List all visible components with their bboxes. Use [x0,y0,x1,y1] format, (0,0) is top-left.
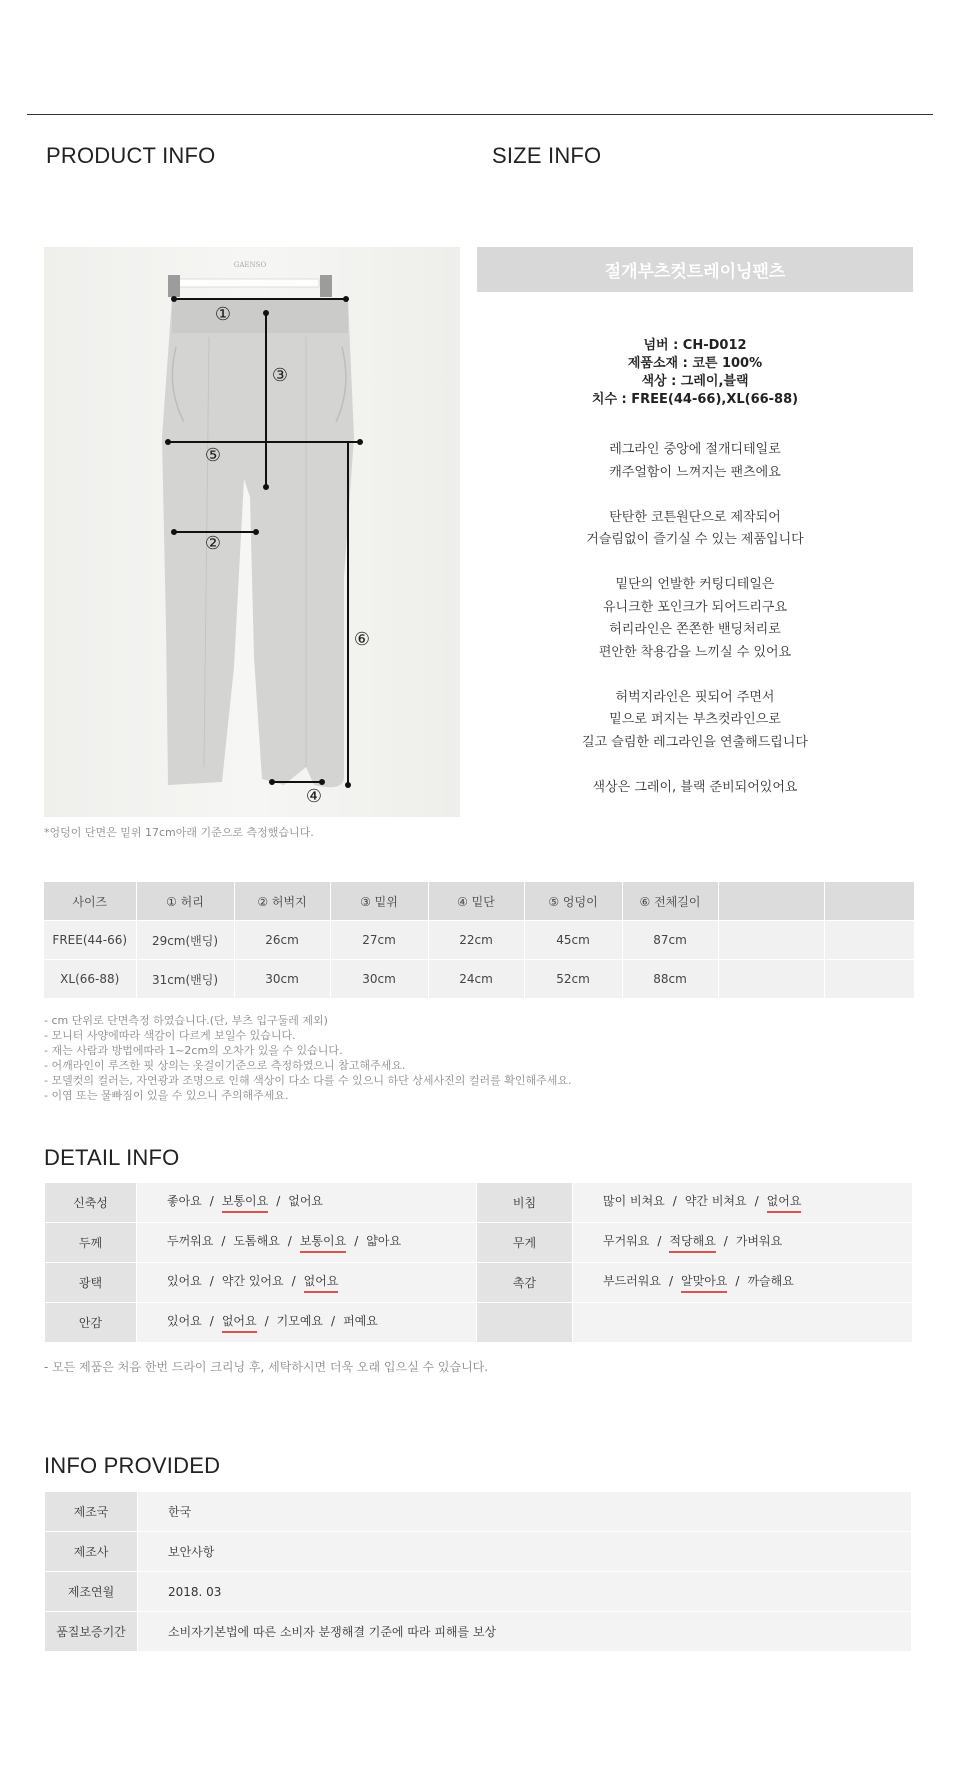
info-label: 제조사 [45,1532,138,1572]
description-line: 탄탄한 코튼원단으로 제작되어 [609,509,781,525]
info-row [45,1612,912,1652]
size-table-cell: 30cm [234,960,330,999]
option-separator: / [331,1314,336,1328]
product-info-heading: PRODUCT INFO [46,143,216,168]
size-table-cell: 24cm [428,960,524,999]
detail-info-table [44,1182,913,1343]
option-separator: / [287,1234,292,1248]
detail-option: 도톰해요 [233,1234,280,1248]
marker-6: ⑥ [353,629,371,650]
size-table-cell: 45cm [524,921,622,960]
product-specs [477,337,913,409]
detail-label: 안감 [45,1303,137,1343]
detail-label: 무게 [477,1223,573,1263]
option-separator: / [754,1194,759,1208]
info-provided-table [44,1491,912,1652]
size-note-line: - 이염 또는 물빠짐이 있을 수 있으니 주의해주세요. [44,1089,289,1102]
detail-option-selected: 보통이요 [300,1232,346,1253]
description-line: 거슬림없이 즐기실 수 있는 제품입니다 [586,532,804,547]
description-line: 허리라인은 쫀쫀한 밴딩처리로 [609,622,781,637]
size-table-cell: ② 허벅지 [234,882,330,921]
size-table-cell [718,960,824,999]
marker-4: ④ [305,786,323,807]
info-row [45,1532,912,1572]
option-separator: / [291,1274,296,1288]
detail-option: 있어요 [167,1314,202,1328]
product-photo [44,247,460,817]
detail-options [137,1263,477,1303]
detail-option: 약간 비쳐요 [684,1194,747,1208]
detail-option: 두꺼워요 [167,1234,214,1248]
detail-option: 얇아요 [366,1234,402,1248]
size-notes [44,1013,571,1103]
size-note-line: - 어깨라인이 루즈한 핏 상의는 옷걸이기준으로 측정하였으니 참고해주세요. [44,1059,406,1072]
info-row [45,1572,912,1612]
marker-5: ⑤ [204,445,222,466]
size-table-row [44,960,914,999]
detail-options [137,1183,477,1223]
size-table [44,882,915,999]
detail-option: 까슬해요 [747,1274,794,1288]
detail-option: 좋아요 [167,1194,202,1208]
detail-option: 기모예요 [276,1314,324,1328]
size-table-cell: 52cm [524,960,622,999]
info-label: 제조연월 [45,1572,138,1612]
size-table-cell [824,921,914,960]
spec-material: 제품소재 : 코튼 100% [627,356,763,371]
size-table-cell: 30cm [330,960,428,999]
detail-label [477,1303,573,1343]
option-separator: / [657,1234,662,1248]
detail-label: 두께 [45,1223,137,1263]
detail-options [573,1263,913,1303]
size-note-line: - 재는 사람과 방법에따라 1~2cm의 오차가 있을 수 있습니다. [44,1044,343,1057]
description-line: 밑단의 언발한 커팅디테일은 [615,577,775,592]
detail-option-selected: 없어요 [767,1192,802,1213]
description-paragraph [477,687,913,755]
description-paragraph [477,777,913,800]
product-description [477,439,913,822]
pants-illustration [162,299,354,787]
description-line: 허벅지라인은 핏되어 주면서 [615,689,775,705]
size-table-cell: 사이즈 [44,882,136,921]
detail-row [45,1183,913,1223]
size-table-cell: XL(66-88) [44,960,136,999]
size-table-cell: 31cm(밴딩) [136,960,234,999]
detail-option-selected: 알맞아요 [681,1272,727,1293]
description-line: 레그라인 중앙에 절개디테일로 [609,442,781,457]
description-line: 캐주얼함이 느껴지는 팬츠에요 [609,464,781,480]
size-table-cell: 22cm [428,921,524,960]
size-table-cell: 29cm(밴딩) [136,921,234,960]
option-separator: / [221,1234,226,1248]
detail-option-selected: 없어요 [304,1272,339,1293]
info-label: 품질보증기간 [45,1612,138,1652]
option-separator: / [723,1234,728,1248]
option-separator: / [264,1314,269,1328]
spec-number: 넘버 : CH-D012 [643,338,747,353]
size-table-cell: 27cm [330,921,428,960]
size-note-line: - cm 단위로 단면측정 하였습니다.(단, 부츠 입구둘레 제외) [44,1014,328,1027]
option-separator: / [209,1194,214,1208]
detail-options [137,1223,477,1263]
size-note-line: - 모델컷의 컬러는, 자연광과 조명으로 인해 색상이 다소 다를 수 있으니 하단 상세사진의 컬러를 확인해주세요. [44,1074,572,1087]
size-info-heading: SIZE INFO [492,143,602,168]
size-table-cell: ⑤ 엉덩이 [524,882,622,921]
description-paragraph [477,439,913,484]
detail-option: 많이 비쳐요 [603,1194,665,1208]
size-note-line: - 모니터 사양에따라 색감이 다르게 보일수 있습니다. [44,1029,296,1042]
detail-info-heading: DETAIL INFO [44,1145,180,1170]
option-separator: / [209,1274,214,1288]
description-line: 길고 슬림한 레그라인을 연출해드립니다 [582,734,808,750]
option-separator: / [735,1274,740,1288]
size-table-header [44,882,914,921]
detail-label: 촉감 [477,1263,573,1303]
info-row [45,1492,912,1532]
detail-row [45,1223,913,1263]
spec-sizes: 치수 : FREE(44-66),XL(66-88) [591,392,799,407]
size-table-cell [718,921,824,960]
size-table-cell: ① 허리 [136,882,234,921]
product-name-bar: 절개부츠컷트레이닝팬츠 [477,247,913,292]
size-table-cell [718,882,824,921]
size-table-cell: 26cm [234,921,330,960]
marker-2: ② [204,533,222,554]
option-separator: / [668,1274,674,1288]
option-separator: / [672,1194,677,1208]
description-paragraph [477,507,913,552]
care-note: - 모든 제품은 처음 한번 드라이 크리닝 후, 세탁하시면 더욱 오래 입으실 수 있습니다. [44,1360,489,1374]
size-table-row [44,921,914,960]
detail-options [573,1223,913,1263]
detail-row [45,1303,913,1343]
info-value: 보안사항 [138,1532,912,1572]
detail-label: 신축성 [45,1183,137,1223]
detail-option: 있어요 [167,1274,202,1288]
spec-colors: 색상 : 그레이,블랙 [641,374,749,389]
option-separator: / [276,1194,281,1208]
size-table-cell: ④ 밑단 [428,882,524,921]
detail-option: 부드러워요 [603,1274,661,1288]
size-table-cell: ⑥ 전체길이 [622,882,718,921]
description-line: 색상은 그레이, 블랙 준비되어있어요 [592,779,798,795]
detail-options [137,1303,477,1343]
info-value: 소비자기본법에 따른 소비자 분쟁해결 기준에 따라 피해를 보상 [138,1612,912,1652]
detail-label: 광택 [45,1263,137,1303]
detail-row [45,1263,913,1303]
option-separator: / [209,1314,214,1328]
description-line: 편안한 착용감을 느끼실 수 있어요 [598,644,792,660]
detail-option: 약간 있어요 [221,1274,284,1288]
detail-option: 가벼워요 [735,1234,783,1248]
size-table-cell [824,882,914,921]
detail-option-selected: 없어요 [222,1312,257,1333]
description-paragraph [477,574,913,664]
size-table-cell: 88cm [622,960,718,999]
photo-caption: *엉덩이 단면은 밑위 17cm아래 기준으로 측정했습니다. [44,826,314,839]
detail-option-selected: 보통이요 [222,1192,268,1213]
marker-1: ① [214,304,232,325]
size-table-cell: 87cm [622,921,718,960]
detail-options [573,1183,913,1223]
detail-option: 무거워요 [603,1234,650,1248]
info-value: 2018. 03 [138,1572,912,1612]
size-table-cell: ③ 밑위 [330,882,428,921]
top-divider [27,114,933,115]
info-value: 한국 [138,1492,912,1532]
detail-option-selected: 적당해요 [669,1232,715,1253]
detail-option: 없어요 [288,1194,324,1208]
description-line: 유니크한 포인크가 되어드리구요 [602,599,788,615]
marker-3: ③ [271,365,289,386]
detail-option: 퍼예요 [343,1314,378,1328]
description-line: 밑으로 퍼지는 부츠컷라인으로 [609,712,781,727]
detail-label: 비침 [477,1183,573,1223]
option-separator: / [354,1234,359,1248]
info-label: 제조국 [45,1492,138,1532]
svg-text:GAENSO: GAENSO [233,261,267,269]
size-table-cell: FREE(44-66) [44,921,136,960]
info-provided-heading: INFO PROVIDED [44,1453,221,1478]
detail-options [573,1303,913,1343]
size-table-cell [824,960,914,999]
